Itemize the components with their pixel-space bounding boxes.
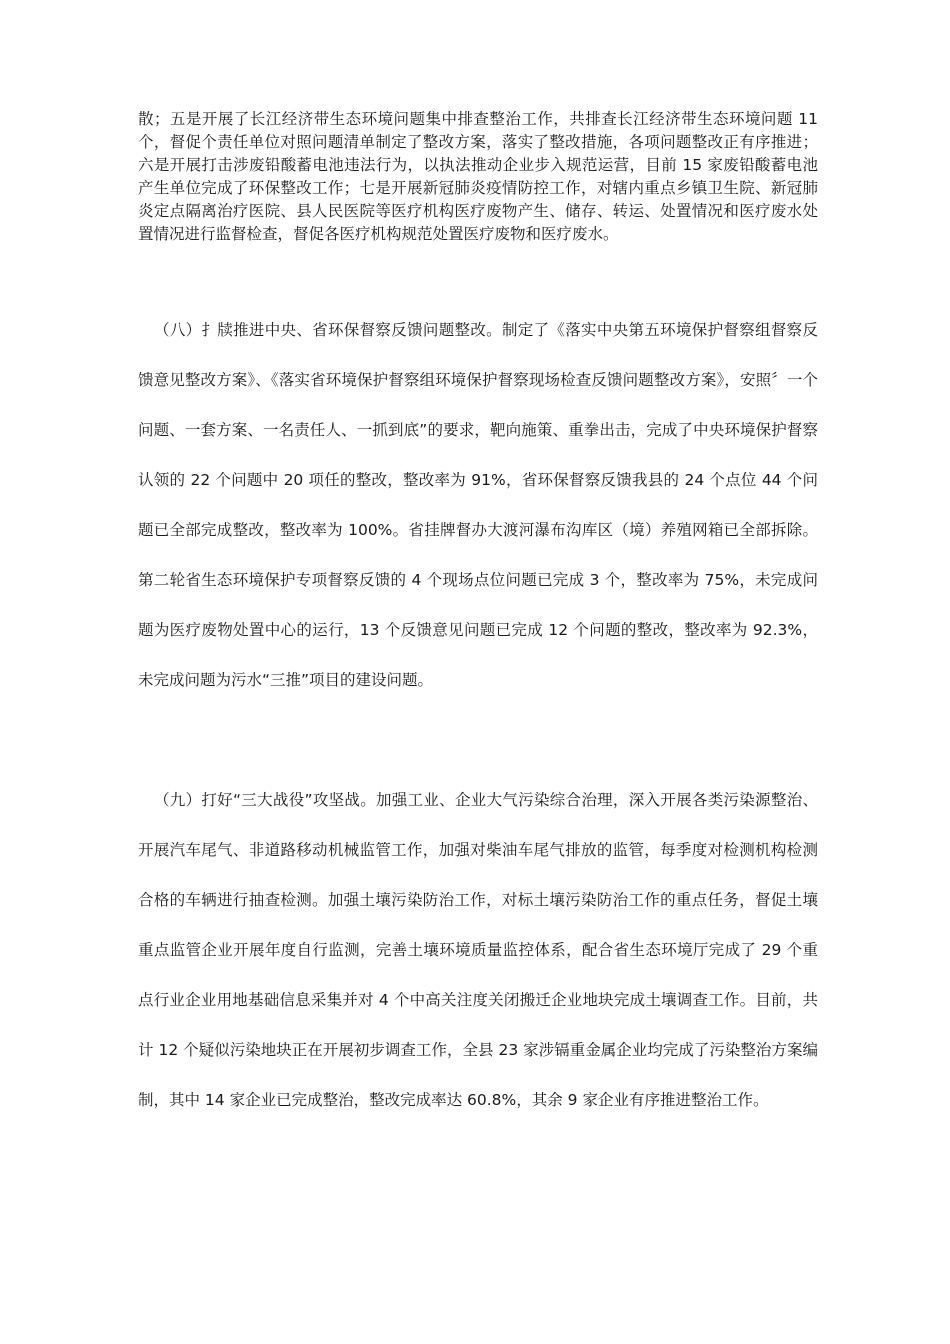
paragraph-section-8: （八）扌牍推进中央、省环保督察反馈问题整改。制定了《落实中央第五环境保护督察组督察反馈意见整改方案》、《落实省环境保护督察组环境保护督察现场检查反馈问题整改方案》，安照〞一个问题、一套方案、一名责任人、一抓到底”的要求，靶向施策、重拳出击，完成了中央环境保护督察认领的 22 个问题中 20 项任的整改，整改率为 91%，省环保督察反馈我县的 24 个点位 44 个问题已全部完成整改，整改率为 100%。省挂牌督办大渡河瀑布沟库区（境）养殖网箱已全部拆除。第二轮省生态环境保护专项督察反馈的 4 个现场点位问题已完成 3 个，整改率为 75%，未完成问题为医疗废物处置中心的运行，13 个反馈意见问题已完成 12 个问题的整改，整改率为 92.3%，未完成问题为污水“三推”项目的建设问题。: [138, 321, 818, 689]
paragraph-section-9: （九）打好“三大战役”攻坚战。加强工业、企业大气污染综合治理，深入开展各类污染源整治、开展汽车尾气、非道路移动机械监管工作，加强对柴油车尾气排放的监管，每季度对检测机构检测合格的车辆进行抽查检测。加强土壤污染防治工作，对标土壤污染防治工作的重点任务，督促土壤重点监管企业开展年度自行监测，完善土壤环境质量监控体系，配合省生态环境厅完成了 29 个重点行业企业用地基础信息采集并对 4 个中高关注度关闭搬迁企业地块完成土壤调查工作。目前，共计 12 个疑似污染地块正在开展初步调查工作，全县 23 家涉镉重金属企业均完成了污染整治方案编制，其中 14 家企业已完成整治，整改完成率达 60.8%，其余 9 家企业有序推进整治工作。: [138, 791, 818, 1109]
paragraph-continued-items: 散；五是开展了长江经济带生态环境问题集中排查整治工作，共排查长江经济带生态环境问题 11 个，督促个责任单位对照问题清单制定了整改方案，落实了整改措施，各项问题整改正有序推进；六是开展打击涉废铅酸蓄电池违法行为，以执法推动企业步入规范运营，目前 15 家废铅酸蓄电池产生单位完成了环保整改工作；七是开展新冠肺炎疫情防控工作，对辖内重点乡镇卫生院、新冠肺炎定点隔离治疗医院、县人民医院等医疗机构医疗废物产生、储存、转运、处置情况和医疗废水处置情况进行监督检查，督促各医疗机构规范处置医疗废物和医疗废水。: [138, 110, 818, 243]
